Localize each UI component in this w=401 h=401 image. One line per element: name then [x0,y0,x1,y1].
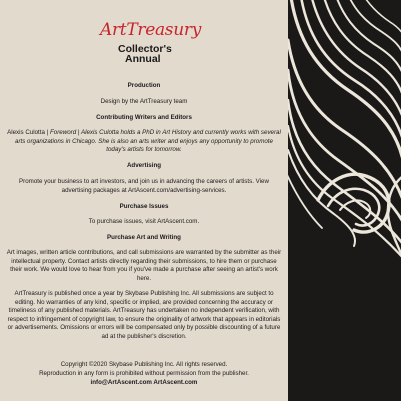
logo-line-1: Collector's [118,43,172,55]
purchase-art-heading: Purchase Art and Writing [107,234,181,241]
purchase-issues-text: To purchase issues, visit ArtAscent.com. [88,218,200,225]
contact-links[interactable]: info@ArtAscent.com ArtAscent.com [90,379,198,386]
swirl-artwork-graphic [288,0,401,401]
purchase-issues-heading: Purchase Issues [119,203,169,210]
advertising-heading: Advertising [126,162,162,169]
writers-text [0,129,288,155]
writer-name: Alexis Culotta [7,129,45,136]
legal-text: ArtTreasury is published once a year by Skybase Publishing Inc. All submissions are subject to editing. No warranties of any kind, specific or implied, are provided concerning the accuracy or timeliness of any published materials. ArtTreasury has undertaken no independent verification, with respect to infringement of copyright law, to ensure the originality of artwork that appears in editorials or advertisements. Omissions or errors will be compensated only by possible discounting of a future ad at the publisher's discretion. [7,290,281,340]
purchase-art-text: Art images, written article contributions, and call submissions are warranted by the submitter as their intellectual property. Contact artists directly regarding their submissions, to hire them or purchase their work. We would love to hear from you if you've made a purchase after seeing an artist's work here. [6,249,282,282]
production-heading: Production [127,82,161,89]
logo-script-text: ArtTreasury [100,20,201,40]
writers-heading: Contributing Writers and Editors [96,114,192,121]
copyright-line-1: Copyright ©2020 Skybase Publishing Inc. All rights reserved. [60,361,228,368]
writer-role: | Foreword | [44,129,81,136]
advertising-text: Promote your business to art investors, and join us in advancing the careers of artists. View advertising packages at ArtAscent.com/advertising-services. [19,178,269,194]
logo [0,20,288,70]
logo-line-2: Annual [125,53,161,65]
copyright-line-2: Reproduction in any form is prohibited without permission from the publisher. [39,370,249,377]
swirl-artwork [288,0,401,401]
writer-bio: Alexis Culotta holds a PhD in Art History and currently works with several arts organizations in Chicago. She is also an arts writer and enjoys any opportunity to promote today's artists for tomorrow. [15,129,281,154]
production-text: Design by the ArtTreasury team [100,98,188,105]
